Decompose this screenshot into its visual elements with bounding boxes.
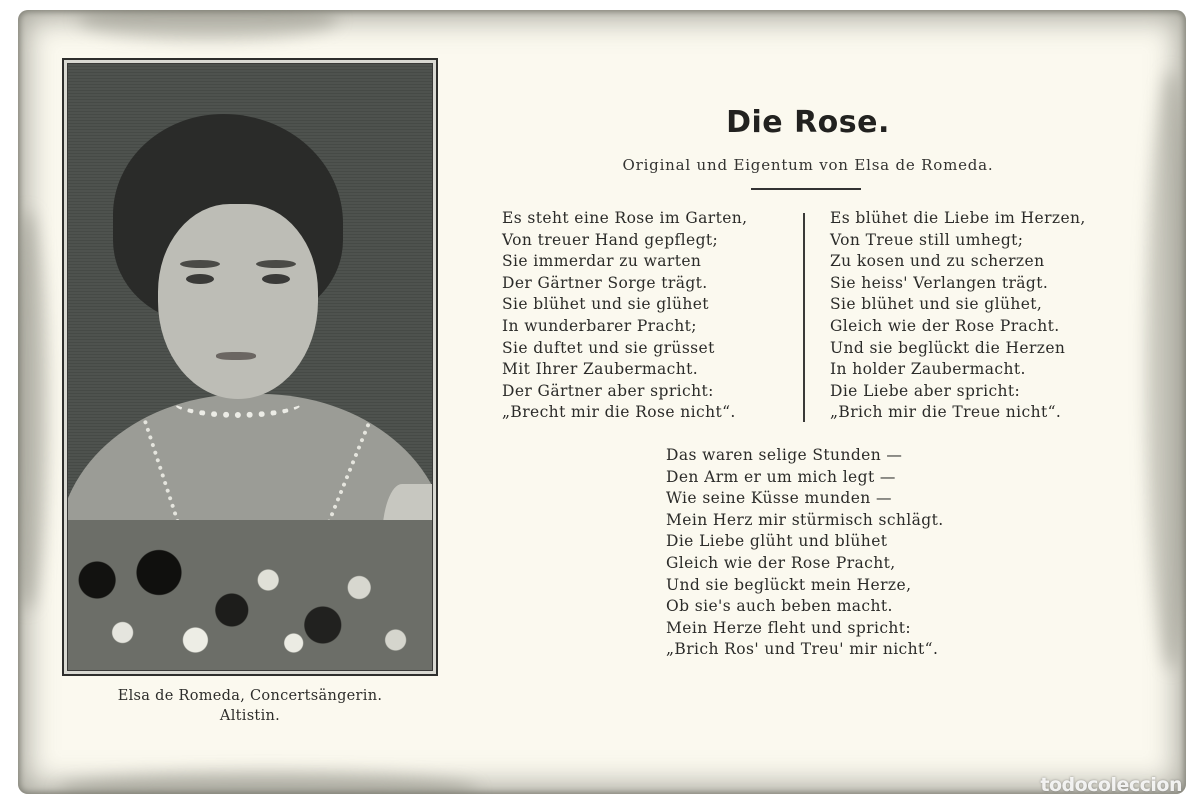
verse-line: Und sie beglückt die Herzen <box>830 338 1066 357</box>
verse-line: Der Gärtner Sorge trägt. <box>502 273 708 292</box>
verse-line: „Brich Ros' und Treu' mir nicht“. <box>666 640 939 659</box>
verse-line: Zu kosen und zu scherzen <box>830 252 1045 271</box>
portrait-frame <box>62 58 438 676</box>
stanza-2 <box>830 208 1086 424</box>
portrait-caption <box>62 686 438 726</box>
portrait-brow <box>256 260 296 268</box>
poem-subtitle: Original und Eigentum von Elsa de Romeda. <box>622 156 994 174</box>
age-stain <box>1146 70 1186 670</box>
verse-line: Es steht eine Rose im Garten, <box>502 209 748 227</box>
caption-line-1: Elsa de Romeda, Concertsängerin. <box>117 688 383 704</box>
portrait-brow <box>180 260 220 268</box>
verse-line: Es blühet die Liebe im Herzen, <box>830 209 1086 227</box>
flower-bouquet <box>68 520 432 670</box>
verse-line: Gleich wie der Rose Pracht, <box>666 553 896 572</box>
verse-line: Sie blühet und sie glühet <box>502 295 709 314</box>
verse-line: Wie seine Küsse munden — <box>666 489 892 508</box>
verse-line: Und sie beglückt mein Herze, <box>666 575 912 594</box>
verse-line: Das waren selige Stunden — <box>666 446 903 464</box>
pearl-choker <box>173 386 303 418</box>
verse-line: Der Gärtner aber spricht: <box>502 381 714 400</box>
verse-line: „Brich mir die Treue nicht“. <box>830 403 1062 422</box>
verse-line: Mit Ihrer Zaubermacht. <box>502 360 699 379</box>
verse-line: Sie heiss' Verlangen trägt. <box>830 273 1049 292</box>
portrait-eye <box>262 274 290 284</box>
caption-line-2: Altistin. <box>219 708 281 724</box>
stanza-3 <box>666 445 944 661</box>
stanza-1 <box>502 208 748 424</box>
verse-line: Sie blühet und sie glühet, <box>830 295 1043 314</box>
watermark: todocoleccion <box>1040 774 1182 796</box>
verse-line: Den Arm er um mich legt — <box>666 467 896 486</box>
title-rule <box>751 188 861 190</box>
verse-line: Die Liebe glüht und blühet <box>666 532 888 551</box>
verse-line: Die Liebe aber spricht: <box>830 381 1021 400</box>
portrait-eye <box>186 274 214 284</box>
verse-line: Gleich wie der Rose Pracht. <box>830 316 1060 335</box>
verse-line: Sie immerdar zu warten <box>502 252 702 271</box>
portrait-mouth <box>216 352 256 360</box>
verse-line: „Brecht mir die Rose nicht“. <box>502 403 736 422</box>
verse-line: Von Treue still umhegt; <box>830 230 1024 249</box>
postcard <box>18 10 1186 794</box>
verse-line: Mein Herze fleht und spricht: <box>666 618 912 637</box>
verse-line: In holder Zaubermacht. <box>830 360 1026 379</box>
poem-title: Die Rose. <box>726 105 890 140</box>
portrait-face <box>158 204 318 399</box>
portrait-photo <box>67 63 433 671</box>
verse-line: Sie duftet und sie grüsset <box>502 338 715 357</box>
verse-line: In wunderbarer Pracht; <box>502 316 697 335</box>
age-stain <box>18 210 48 610</box>
verse-line: Von treuer Hand gepflegt; <box>502 230 719 249</box>
verse-line: Ob sie's auch beben macht. <box>666 597 893 616</box>
age-stain <box>78 10 338 40</box>
age-stain <box>58 772 478 794</box>
verse-line: Mein Herz mir stürmisch schlägt. <box>666 510 944 529</box>
column-divider <box>803 213 805 422</box>
